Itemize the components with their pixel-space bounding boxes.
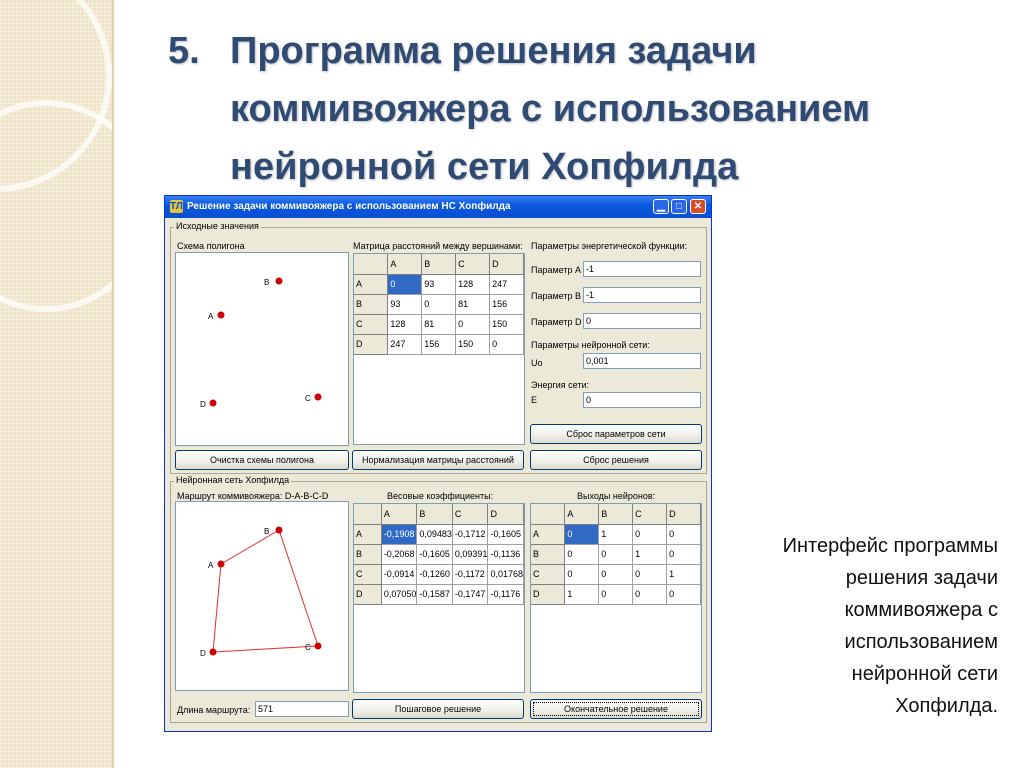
node-a-label: A — [208, 561, 214, 570]
caption-line: Интерфейс программы — [782, 535, 998, 557]
node-b-dot — [276, 527, 283, 534]
caption-line: использованием — [844, 631, 998, 653]
grid-cell[interactable]: 0,09483 — [417, 524, 453, 544]
route-label: Маршрут коммивояжера: D-A-B-C-D — [177, 491, 329, 501]
clear-scheme-button[interactable]: Очистка схемы полигона — [175, 450, 349, 470]
node-a-dot — [218, 561, 225, 568]
final-solution-button[interactable] — [530, 699, 702, 719]
grid-cell[interactable]: 150 — [456, 334, 490, 354]
column-header: D — [488, 504, 524, 524]
grid-cell[interactable]: 0 — [565, 564, 599, 584]
column-header: A — [565, 504, 599, 524]
grid-cell[interactable]: 128 — [388, 314, 422, 334]
grid-header-row — [354, 254, 524, 274]
grid-cell[interactable]: 247 — [388, 334, 422, 354]
route-path — [213, 530, 318, 652]
row-header: B — [354, 544, 381, 564]
grid-cell[interactable]: 0 — [388, 274, 422, 294]
grid-cell[interactable]: -0,1172 — [452, 564, 488, 584]
row-header: C — [531, 564, 565, 584]
table-row — [354, 314, 524, 334]
normalize-matrix-button[interactable]: Нормализация матрицы расстояний — [352, 450, 524, 470]
grid-cell[interactable]: 150 — [490, 314, 524, 334]
step-solution-button[interactable]: Пошаговое решение — [352, 699, 524, 719]
table-row — [531, 524, 701, 544]
grid-cell[interactable]: -0,1176 — [488, 584, 524, 604]
grid-cell[interactable]: 93 — [422, 274, 456, 294]
grid-cell[interactable]: 0 — [667, 524, 701, 544]
outputs-label: Выходы нейронов: — [577, 491, 656, 501]
node-c-dot[interactable] — [315, 394, 322, 401]
slide-title — [168, 22, 988, 196]
grid-cell[interactable]: 247 — [490, 274, 524, 294]
route-length-label: Длина маршрута: — [177, 705, 251, 715]
grid-cell[interactable]: 0 — [667, 584, 701, 604]
grid-cell[interactable]: 1 — [565, 584, 599, 604]
grid-corner — [531, 504, 565, 524]
minimize-button[interactable]: ▁ — [653, 199, 669, 214]
grid-cell[interactable]: 0 — [633, 524, 667, 544]
column-header: A — [381, 504, 417, 524]
table-row — [354, 334, 524, 354]
column-header: C — [456, 254, 490, 274]
grid-cell[interactable]: 0,07050 — [381, 584, 417, 604]
table-row — [531, 564, 701, 584]
node-b-dot[interactable] — [276, 278, 283, 285]
route-length-output[interactable]: 571 — [255, 701, 349, 717]
reset-solution-button[interactable]: Сброс решения — [530, 450, 702, 470]
route-svg — [176, 502, 348, 690]
table-row — [354, 294, 524, 314]
grid-cell[interactable]: 156 — [422, 334, 456, 354]
grid-cell[interactable]: 1 — [599, 524, 633, 544]
grid-header-row — [354, 504, 524, 524]
row-header: D — [354, 334, 388, 354]
param-b-input[interactable]: -1 — [583, 287, 701, 303]
grid-cell[interactable]: 0 — [633, 584, 667, 604]
row-header: B — [354, 294, 388, 314]
outputs-grid[interactable] — [530, 503, 702, 693]
grid-cell[interactable]: 0,09391 — [452, 544, 488, 564]
weights-grid[interactable] — [353, 503, 525, 693]
grid-cell[interactable]: -0,1908 — [381, 524, 417, 544]
column-header: D — [490, 254, 524, 274]
table-row — [354, 524, 524, 544]
table-row — [354, 274, 524, 294]
row-header: D — [354, 584, 381, 604]
stripe-border — [112, 0, 114, 768]
scheme-canvas[interactable] — [175, 252, 349, 446]
grid-cell[interactable]: 0 — [599, 564, 633, 584]
grid-cell[interactable]: -0,2068 — [381, 544, 417, 564]
grid-cell[interactable]: -0,1712 — [452, 524, 488, 544]
window-titlebar[interactable] — [165, 196, 711, 218]
column-header: A — [388, 254, 422, 274]
column-header: D — [667, 504, 701, 524]
table-row — [354, 584, 524, 604]
title-line: Программа решения задачи — [230, 30, 757, 72]
grid-cell[interactable]: 156 — [490, 294, 524, 314]
table-row — [354, 564, 524, 584]
final-solution-button-label: Окончательное решение — [533, 702, 699, 716]
grid-cell[interactable]: 0 — [633, 564, 667, 584]
u0-input[interactable]: 0,001 — [583, 353, 701, 369]
node-d-dot — [210, 649, 217, 656]
distance-matrix-grid[interactable] — [353, 253, 525, 445]
title-line: нейронной сети Хопфилда — [230, 146, 739, 188]
column-header: B — [417, 504, 453, 524]
u0-label: Uo — [531, 358, 543, 368]
param-d-label: Параметр D — [531, 317, 582, 327]
node-d-label: D — [200, 400, 206, 409]
row-header: A — [354, 524, 381, 544]
hopfield-group-label: Нейронная сеть Хопфилда — [176, 475, 290, 485]
column-header: B — [599, 504, 633, 524]
grid-cell[interactable]: 81 — [422, 314, 456, 334]
grid-cell[interactable]: -0,1260 — [417, 564, 453, 584]
table-row — [531, 544, 701, 564]
node-c-label: C — [305, 394, 311, 403]
title-line: коммивояжера с использованием — [230, 88, 871, 130]
maximize-button[interactable]: □ — [671, 199, 687, 214]
caption-line: решения задачи — [845, 567, 998, 589]
caption-line: коммивояжера с — [844, 599, 998, 621]
energy-output[interactable]: 0 — [583, 392, 701, 408]
row-header: D — [531, 584, 565, 604]
node-b-label: B — [264, 527, 270, 536]
weights-label: Весовые коэффициенты: — [387, 491, 494, 501]
energy-label: Энергия сети: — [531, 380, 589, 390]
decorative-left-stripe — [0, 0, 112, 768]
scheme-label: Схема полигона — [177, 241, 245, 251]
grid-cell[interactable]: 0 — [599, 544, 633, 564]
matrix-label: Матрица расстояний между вершинами: — [353, 241, 523, 251]
energy-params-label: Параметры энергетической функции: — [531, 241, 688, 251]
node-c-dot — [315, 643, 322, 650]
grid-cell[interactable]: 0 — [565, 524, 599, 544]
caption-line: нейронной сети — [851, 663, 998, 685]
initial-values-group-label: Исходные значения — [176, 221, 259, 231]
route-canvas[interactable] — [175, 501, 349, 691]
row-header: C — [354, 564, 381, 584]
grid-cell[interactable]: 81 — [456, 294, 490, 314]
slide-number: 5. — [168, 30, 200, 72]
e-label: E — [531, 395, 538, 405]
param-a-input[interactable]: -1 — [583, 261, 701, 277]
table-row — [531, 584, 701, 604]
grid-cell[interactable]: 1 — [667, 564, 701, 584]
grid-cell[interactable]: 93 — [388, 294, 422, 314]
grid-header-row — [531, 504, 701, 524]
grid-cell[interactable]: 128 — [456, 274, 490, 294]
grid-cell[interactable]: -0,0914 — [381, 564, 417, 584]
table-row — [354, 544, 524, 564]
net-params-label: Параметры нейронной сети: — [531, 340, 650, 350]
grid-cell[interactable]: -0,1605 — [417, 544, 453, 564]
grid-cell[interactable]: 0 — [456, 314, 490, 334]
window-title: Решение задачи коммивояжера с использованием НС Хопфилда — [187, 201, 511, 212]
decorative-ring — [0, 100, 112, 312]
grid-cell[interactable]: 0 — [422, 294, 456, 314]
node-c-label: C — [305, 643, 311, 652]
node-d-dot[interactable] — [210, 400, 217, 407]
param-a-label: Параметр A — [531, 265, 582, 275]
column-header: C — [452, 504, 488, 524]
param-b-label: Параметр B — [531, 291, 582, 301]
grid-cell[interactable]: -0,1587 — [417, 584, 453, 604]
grid-cell[interactable]: 1 — [633, 544, 667, 564]
slide-caption — [722, 530, 998, 722]
grid-cell[interactable]: -0,1605 — [488, 524, 524, 544]
grid-cell[interactable]: -0,1747 — [452, 584, 488, 604]
row-header: C — [354, 314, 388, 334]
node-a-label: A — [208, 312, 214, 321]
row-header: A — [531, 524, 565, 544]
grid-cell[interactable]: 0,01768 — [488, 564, 524, 584]
grid-cell[interactable]: -0,1136 — [488, 544, 524, 564]
reset-params-button[interactable]: Сброс параметров сети — [530, 424, 702, 444]
grid-cell[interactable]: 0 — [490, 334, 524, 354]
node-b-label: B — [264, 278, 270, 287]
grid-cell[interactable]: 0 — [565, 544, 599, 564]
grid-corner — [354, 254, 388, 274]
caption-line: Хопфилда. — [895, 695, 998, 717]
grid-cell[interactable]: 0 — [599, 584, 633, 604]
grid-cell[interactable]: 0 — [667, 544, 701, 564]
node-d-label: D — [200, 649, 206, 658]
app-icon: ТЛ — [170, 201, 183, 212]
close-button[interactable]: ✕ — [690, 199, 706, 214]
row-header: A — [354, 274, 388, 294]
column-header: C — [633, 504, 667, 524]
row-header: B — [531, 544, 565, 564]
app-window — [164, 195, 712, 732]
param-d-input[interactable]: 0 — [583, 313, 701, 329]
grid-corner — [354, 504, 381, 524]
column-header: B — [422, 254, 456, 274]
scheme-svg — [176, 253, 348, 445]
node-a-dot[interactable] — [218, 312, 225, 319]
